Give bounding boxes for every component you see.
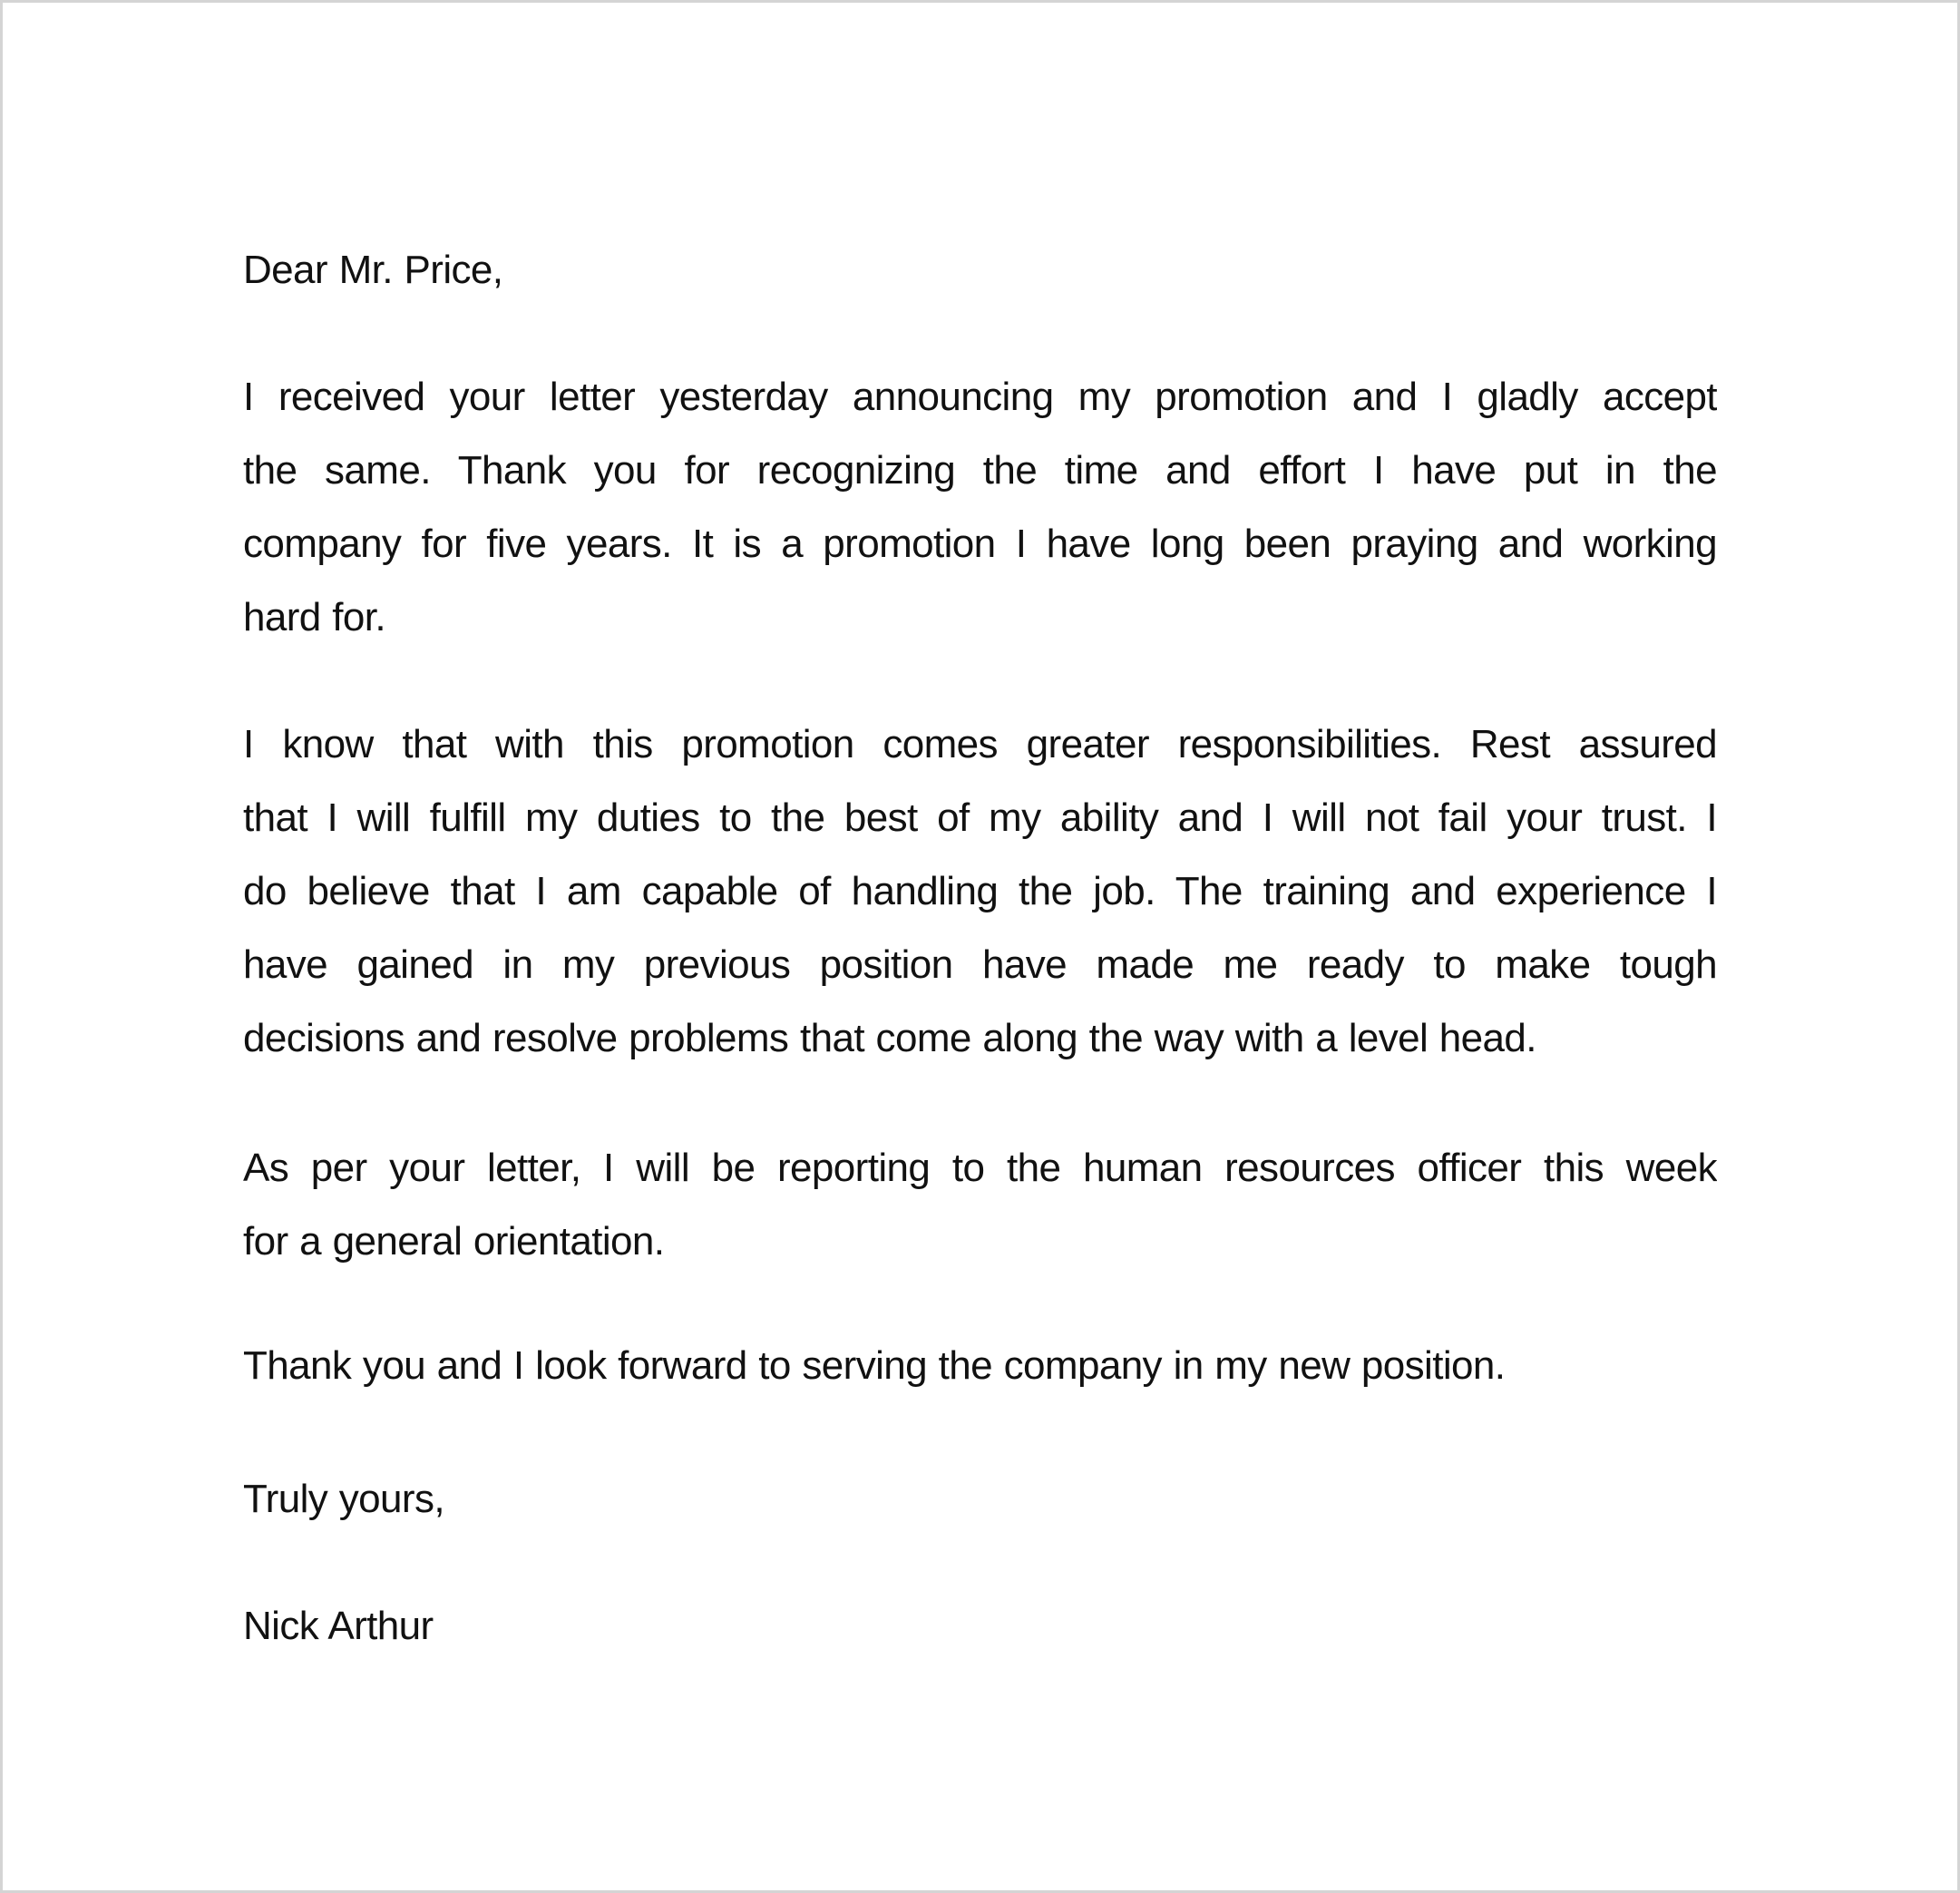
paragraph-line: company for five years. It is a promotion I have long been praying and working xyxy=(243,522,1717,566)
paragraph-line: for a general orientation. xyxy=(243,1219,665,1264)
salutation xyxy=(243,233,1717,307)
paragraph-line: hard for. xyxy=(243,595,386,639)
paragraph-line: that I will fulfill my duties to the best of my ability and I will not fail your trust. I xyxy=(243,795,1717,840)
closing-text: Truly yours, xyxy=(243,1477,444,1521)
paragraph-2 xyxy=(243,707,1717,1075)
paragraph-line: have gained in my previous position have made me ready to make tough xyxy=(243,942,1717,987)
paragraph-line: As per your letter, I will be reporting to the human resources officer this week xyxy=(243,1146,1717,1190)
paragraph-line: I know that with this promotion comes greater responsibilities. Rest assured xyxy=(243,722,1717,766)
paragraph-line: the same. Thank you for recognizing the time and effort I have put in the xyxy=(243,448,1717,493)
signature-name: Nick Arthur xyxy=(243,1604,434,1648)
salutation-text: Dear Mr. Price, xyxy=(243,248,503,292)
paragraph-line: do believe that I am capable of handling the job. The training and experience I xyxy=(243,869,1717,913)
paragraph-line: Thank you and I look forward to serving the company in my new position. xyxy=(243,1343,1506,1388)
paragraph-line: I received your letter yesterday announcing my promotion and I gladly accept xyxy=(243,375,1717,419)
paragraph-3 xyxy=(243,1131,1717,1278)
paragraph-4 xyxy=(243,1329,1717,1402)
signature xyxy=(243,1589,1717,1663)
paragraph-line: decisions and resolve problems that come along the way with a level head. xyxy=(243,1016,1536,1060)
closing xyxy=(243,1462,1717,1536)
paragraph-1 xyxy=(243,360,1717,654)
